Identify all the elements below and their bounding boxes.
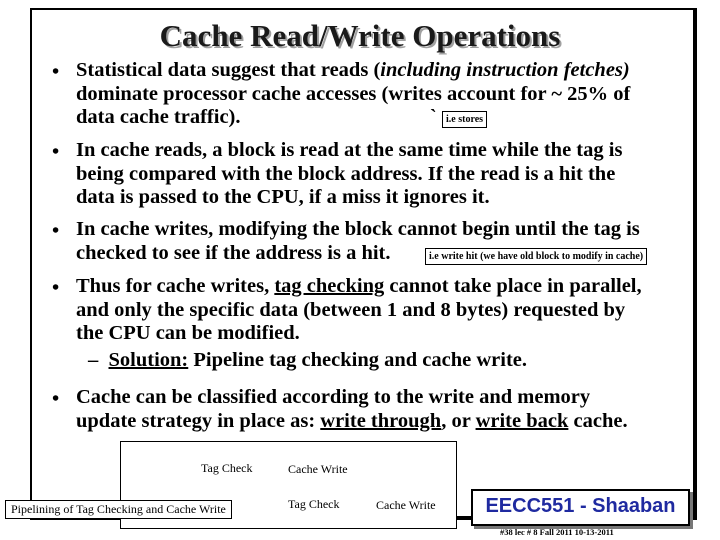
bullet-line: data cache traffic). [76, 106, 241, 128]
note-stores: i.e stores [442, 111, 487, 128]
bullet-line: data is passed to the CPU, if a miss it ignores it. [76, 186, 490, 208]
bullet-text-fragment: cannot take place in parallel, [384, 275, 642, 297]
bullet-marker: • [52, 141, 60, 163]
bullet-line: In cache writes, modifying the block cannot begin until the tag is [76, 218, 640, 240]
bullet-line: and only the specific data (between 1 and 8 bytes) requested by [76, 298, 626, 321]
pipeline-stage-tag-check: Tag Check [288, 497, 340, 511]
bullet-text-fragment: cache. [568, 409, 628, 432]
note-write-hit: i.e write hit (we have old block to modify in cache) [425, 248, 647, 265]
underlined-term: write through [320, 409, 442, 432]
bullet-text-italic: including instruction fetches) [380, 59, 630, 81]
bullet-cache-reads [76, 139, 706, 210]
bullet-line: In cache reads, a block is read at the same time while the tag is [76, 139, 623, 161]
bullet-line: being compared with the block address. If the read is a hit the [76, 162, 616, 185]
pipeline-stage-cache-write: Cache Write [376, 498, 436, 512]
bullet-line: dominate processor cache accesses (writes account for ~ 25% of [76, 82, 631, 105]
sub-bullet-solution [88, 349, 527, 372]
underlined-term: tag checking [274, 275, 385, 297]
bullet-marker: • [52, 61, 60, 83]
bullet-marker: • [52, 277, 60, 299]
bullet-marker: • [52, 220, 60, 242]
annotation-pointer: ` [430, 106, 437, 128]
bullet-line: checked to see if the address is a hit. [76, 241, 391, 264]
bullet-text-fragment: Thus for cache writes, [76, 275, 275, 297]
bullet-write-strategy [76, 386, 706, 433]
bullet-tag-checking [76, 275, 706, 346]
pipeline-stage-tag-check: Tag Check [201, 461, 253, 475]
bullet-text-fragment: Statistical data suggest that reads ( [76, 59, 381, 81]
bullet-reads-dominate [76, 59, 706, 130]
slide-footer: #38 lec # 8 Fall 2011 10-13-2011 [500, 527, 614, 537]
pipeline-stage-cache-write: Cache Write [288, 462, 348, 476]
pipeline-caption: Pipelining of Tag Checking and Cache Write [5, 500, 232, 519]
underlined-term: Solution: [108, 349, 189, 371]
underlined-term: write back [475, 409, 569, 432]
slide-title: Cache Read/Write Operations [159, 18, 561, 53]
bullet-text-fragment: update strategy in place as: [76, 409, 321, 432]
bullet-text-fragment: , or [441, 409, 476, 432]
bullet-text-fragment: Pipeline tag checking and cache write. [188, 349, 528, 371]
bullet-marker: • [52, 388, 60, 410]
course-brand-box: EECC551 - Shaaban [471, 489, 690, 526]
bullet-line: the CPU can be modified. [76, 322, 300, 344]
sub-bullet-dash: – [88, 349, 99, 371]
bullet-line: Cache can be classified according to the write and memory [76, 386, 591, 408]
